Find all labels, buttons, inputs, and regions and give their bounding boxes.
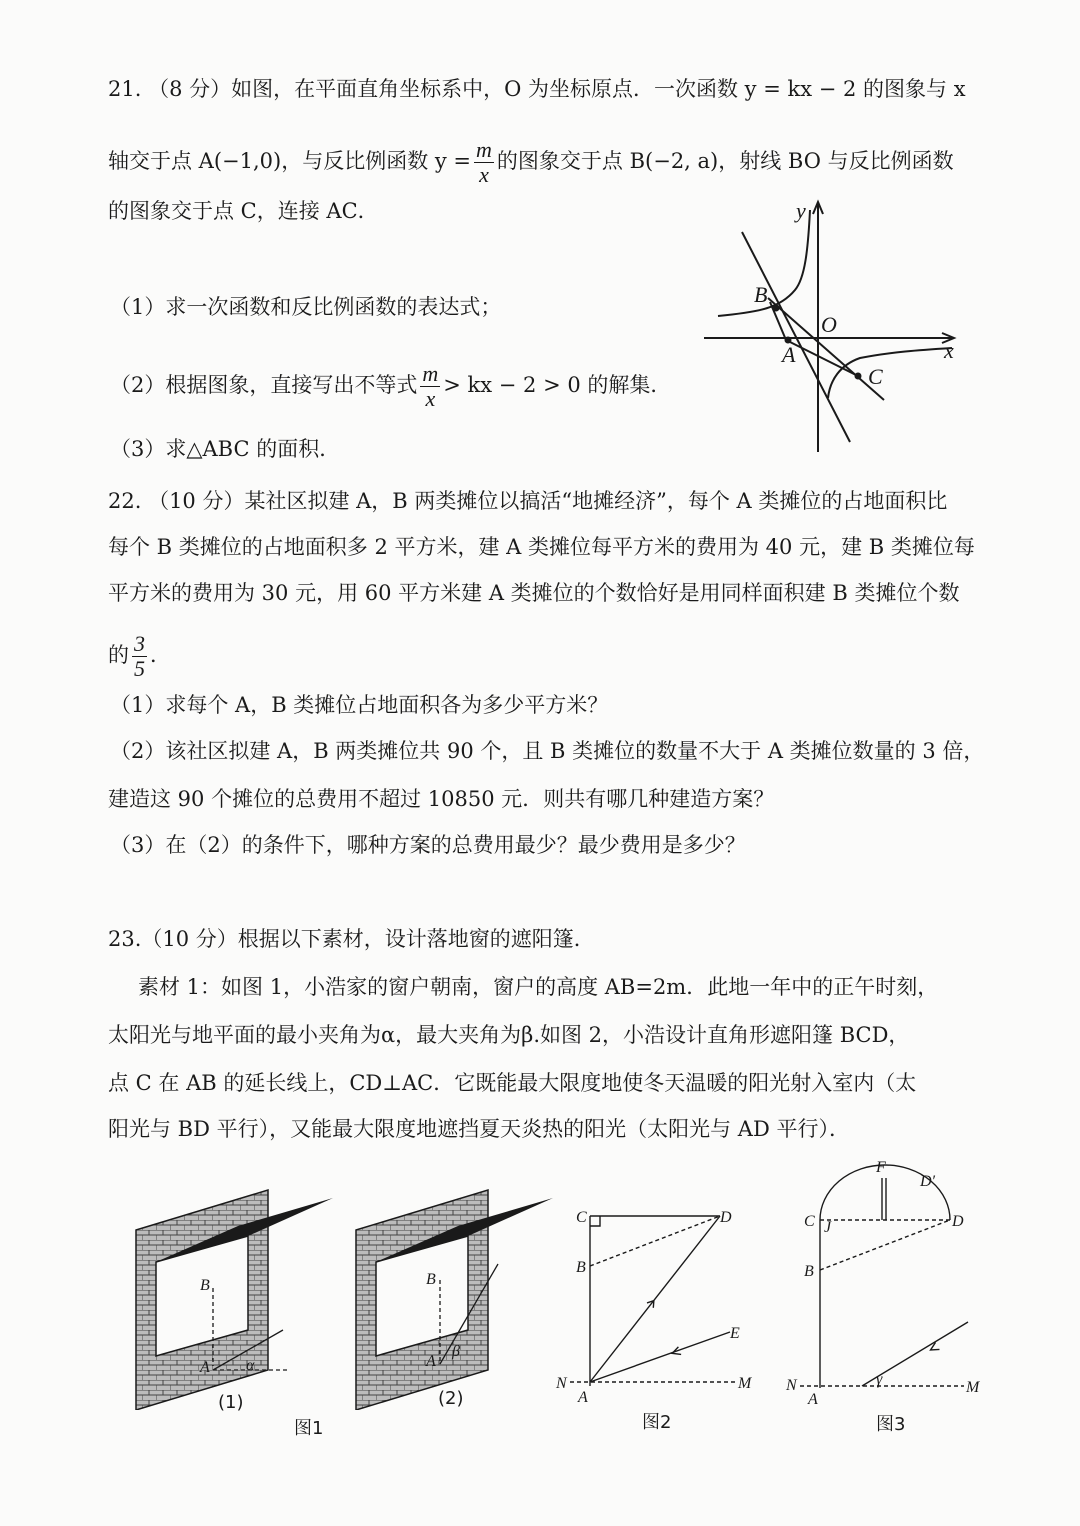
label-B: B: [426, 1271, 436, 1288]
q22-line3: 平方米的费用为 30 元，用 60 平方米建 A 类摊位的个数恰好是用同样面积建 B 类摊位个数: [108, 581, 960, 605]
segment-AD: [590, 1216, 720, 1382]
fig1-window-alpha: [128, 1180, 338, 1410]
frac-numerator: m: [476, 137, 492, 162]
q21-part3: （3）求△ABC 的面积．: [110, 437, 341, 461]
label-M: M: [738, 1375, 752, 1392]
fig1-sub1-caption: (1): [218, 1392, 244, 1413]
ray-AE: [590, 1332, 730, 1382]
q21-line2b: 的图象交于点 B(−2, a)，射线 BO 与反比例函数: [496, 149, 954, 173]
q21-line2: [108, 138, 984, 187]
label-F: F: [876, 1159, 886, 1176]
q22-part2-line2: 建造这 90 个摊位的总费用不超过 10850 元．则共有哪几种建造方案？: [108, 787, 775, 811]
right-angle-mark: [590, 1216, 600, 1226]
label-D: D: [720, 1209, 732, 1226]
q22-line2: 每个 B 类摊位的占地面积多 2 平方米，建 A 类摊位每平方米的费用为 40 元，建 B 类摊位每: [108, 535, 975, 559]
label-M: M: [966, 1379, 980, 1396]
label-y: y: [796, 198, 806, 223]
fig3-caption: 图3: [876, 1414, 906, 1435]
label-B: B: [576, 1259, 586, 1276]
fig2-caption: 图2: [642, 1412, 672, 1433]
fig1-caption: 图1: [294, 1418, 324, 1439]
q23-line5: 阳光与 BD 平行），又能最大限度地遮挡夏天炎热的阳光（太阳光与 AD 平行）．: [108, 1117, 850, 1141]
frac-denominator: 5: [134, 656, 145, 681]
label-A: A: [782, 342, 796, 367]
label-O: O: [821, 312, 837, 337]
q22-part2-line1: （2）该社区拟建 A，B 两类摊位共 90 个，且 B 类摊位的数量不大于 A 类摊位数量的 3 倍，: [110, 739, 985, 763]
label-D: D: [952, 1213, 964, 1230]
label-N: N: [556, 1375, 567, 1392]
label-B: B: [200, 1277, 210, 1294]
frac-numerator: 3: [134, 631, 145, 656]
q22-line4a: 的: [108, 643, 129, 667]
hyperbola-branch-4: [828, 348, 952, 398]
q23-line1: 23.（10 分）根据以下素材，设计落地窗的遮阳篷．: [108, 927, 595, 951]
segment-BD: [820, 1220, 950, 1270]
label-x: x: [944, 338, 954, 363]
frac-denominator: x: [479, 162, 489, 187]
q21-line2a: 轴交于点 A(−1,0)，与反比例函数 y =: [108, 149, 472, 173]
q22-line4b: ．: [150, 643, 171, 667]
q21-fraction-m-over-x: [474, 138, 494, 187]
q21-part2-fraction: [420, 362, 440, 411]
label-A: A: [808, 1391, 818, 1408]
label-A: A: [200, 1359, 210, 1376]
q23-line3: 太阳光与地平面的最小夹角为α，最大夹角为β.如图 2，小浩设计直角形遮阳篷 BCD，: [108, 1023, 910, 1047]
q21-part1: （1）求一次函数和反比例函数的表达式；: [110, 295, 502, 319]
q21-line1: 21. （8 分）如图，在平面直角坐标系中，O 为坐标原点．一次函数 y = kx − 2 的图象与 x: [108, 77, 966, 101]
label-gamma: γ: [876, 1371, 883, 1388]
q22-part1: （1）求每个 A，B 类摊位占地面积各为多少平方米？: [110, 693, 609, 717]
label-C: C: [868, 364, 883, 389]
q21-coordinate-graph: [690, 190, 970, 460]
frac-denominator: x: [425, 386, 436, 411]
label-A: A: [578, 1389, 588, 1406]
fig3-diagram: [780, 1158, 1000, 1408]
label-C: C: [576, 1209, 587, 1226]
q23-line4: 点 C 在 AB 的延长线上，CD⊥AC．它既能最大限度地使冬天温暖的阳光射入室内（太: [108, 1071, 917, 1095]
label-Dprime: D′: [920, 1173, 936, 1190]
q21-line3: 的图象交于点 C，连接 AC．: [108, 199, 379, 223]
q21-part2a: （2）根据图象，直接写出不等式: [110, 373, 418, 397]
q23-line2: 素材 1：如图 1，小浩家的窗户朝南，窗户的高度 AB=2m．此地一年中的正午时刻，: [138, 975, 939, 999]
q22-line4: [108, 632, 984, 681]
label-beta: β: [452, 1343, 460, 1360]
label-B: B: [804, 1263, 814, 1280]
label-B: B: [754, 282, 768, 307]
fig2-diagram: [552, 1196, 762, 1406]
point-B: [773, 305, 780, 312]
q22-part3: （3）在（2）的条件下，哪种方案的总费用最少？最少费用是多少？: [110, 833, 746, 857]
q22-line1: 22. （10 分）某社区拟建 A，B 两类摊位以搞活“地摊经济”，每个 A 类摊位的占地面积比: [108, 489, 948, 513]
label-C: C: [804, 1213, 815, 1230]
label-E: E: [730, 1325, 740, 1342]
label-N: N: [786, 1377, 797, 1394]
fig1-sub2-caption: (2): [438, 1388, 464, 1409]
point-C: [855, 373, 862, 380]
label-A: A: [426, 1353, 436, 1370]
label-J: J: [824, 1219, 832, 1236]
fig1-window-beta: [348, 1180, 558, 1410]
q21-part2b: > kx − 2 > 0 的解集．: [443, 373, 672, 397]
label-alpha: α: [246, 1357, 255, 1374]
q22-fraction-3-5: [132, 632, 147, 681]
frac-numerator: m: [422, 361, 439, 386]
